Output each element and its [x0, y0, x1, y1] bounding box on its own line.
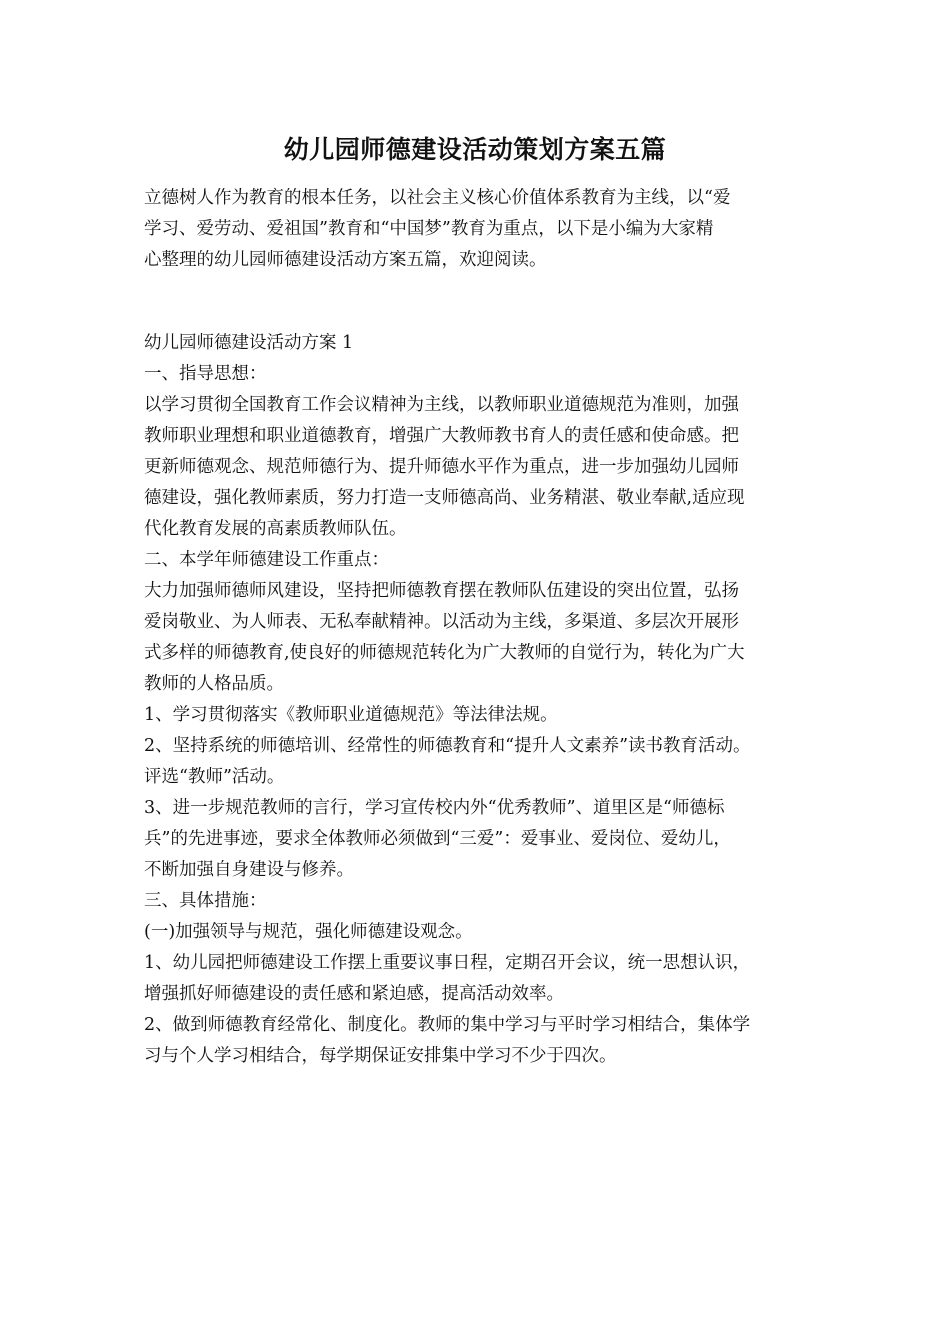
- list-item-continuation: 兵”的先进事迹，要求全体教师必须做到“三爱”：爱事业、爱岗位、爱幼儿，: [144, 829, 731, 849]
- document-title: 幼儿园师德建设活动策划方案五篇: [283, 135, 667, 164]
- section-heading: 幼儿园师德建设活动方案 1: [144, 333, 354, 353]
- list-item: 2、坚持系统的师德培训、经常性的师德教育和“提升人文素养”读书教育活动。: [144, 736, 751, 756]
- subheading-measures: 三、具体措施：: [144, 891, 267, 911]
- body-line: 德建设，强化教师素质，努力打造一支师德高尚、业务精湛、敬业奉献,适应现: [144, 488, 745, 508]
- list-item-continuation: 习与个人学习相结合，每学期保证安排集中学习不少于四次。: [144, 1046, 617, 1066]
- body-line: 爱岗敬业、为人师表、无私奉献精神。以活动为主线，多渠道、多层次开展形: [144, 612, 739, 632]
- body-line: 大力加强师德师风建设，坚持把师德教育摆在教师队伍建设的突出位置，弘扬: [144, 581, 739, 601]
- list-item-continuation: 增强抓好师德建设的责任感和紧迫感，提高活动效率。: [144, 984, 564, 1004]
- sub-subheading: (一)加强领导与规范，强化师德建设观念。: [144, 922, 473, 942]
- list-item: 1、学习贯彻落实《教师职业道德规范》等法律法规。: [144, 705, 558, 725]
- list-item: 2、做到师德教育经常化、制度化。教师的集中学习与平时学习相结合，集体学: [144, 1015, 751, 1035]
- section-plan-1: [144, 328, 824, 1072]
- intro-line: 心整理的幼儿园师德建设活动方案五篇，欢迎阅读。: [144, 250, 547, 270]
- list-item-continuation: 不断加强自身建设与修养。: [144, 860, 354, 880]
- body-line: 以学习贯彻全国教育工作会议精神为主线，以教师职业道德规范为准则，加强: [144, 395, 739, 415]
- subheading-key-points: 二、本学年师德建设工作重点：: [144, 550, 389, 570]
- subheading-guiding-thought: 一、指导思想：: [144, 364, 267, 384]
- intro-line: 立德树人作为教育的根本任务，以社会主义核心价值体系教育为主线，以“爱: [144, 188, 731, 208]
- body-line: 代化教育发展的高素质教师队伍。: [144, 519, 407, 539]
- intro-paragraph: [144, 183, 824, 276]
- list-item: 1、幼儿园把师德建设工作摆上重要议事日程，定期召开会议，统一思想认识，: [144, 953, 751, 973]
- body-line: 更新师德观念、规范师德行为、提升师德水平作为重点，进一步加强幼儿园师: [144, 457, 739, 477]
- intro-line: 学习、爱劳动、爱祖国”教育和“中国梦”教育为重点，以下是小编为大家精: [144, 219, 714, 239]
- list-item-continuation: 评选“教师”活动。: [144, 767, 285, 787]
- body-line: 教师的人格品质。: [144, 674, 284, 694]
- body-line: 教师职业理想和职业道德教育，增强广大教师教书育人的责任感和使命感。把: [144, 426, 739, 446]
- list-item: 3、进一步规范教师的言行，学习宣传校内外“优秀教师”、道里区是“师德标: [144, 798, 725, 818]
- body-line: 式多样的师德教育,使良好的师德规范转化为广大教师的自觉行为，转化为广大: [144, 643, 745, 663]
